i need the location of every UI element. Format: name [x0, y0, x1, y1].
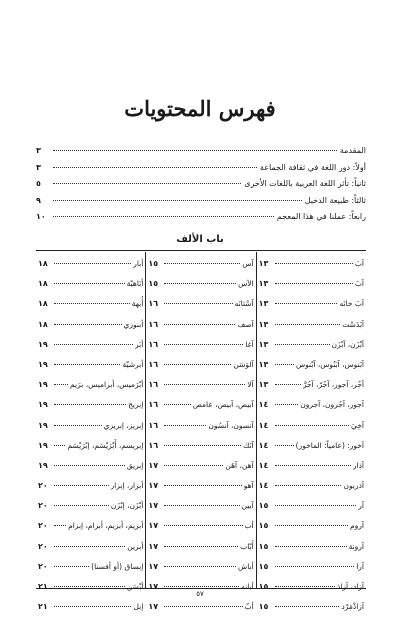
toc-entry-page: ٣: [36, 162, 41, 172]
index-entry-word: أبَاهيّة: [126, 279, 144, 289]
leader-dots: [275, 364, 294, 365]
leader-dots: [275, 404, 299, 405]
index-entry-word: آسْتانَه: [234, 299, 254, 309]
index-entry-page: ١٥: [148, 279, 159, 289]
index-entry-page: ١٧: [148, 582, 159, 591]
index-entry-word: آجُر، آجور، آجُرّ، آجُرَّ: [302, 380, 364, 390]
index-entry: [38, 557, 143, 577]
index-entry-word: آغا: [245, 339, 254, 349]
index-entry: [38, 516, 143, 536]
index-entry-word: أبْزَن، إبْزَن: [110, 501, 144, 511]
index-entry: [148, 516, 253, 536]
leader-dots: [164, 485, 241, 486]
index-entry-page: ١٥: [258, 501, 269, 511]
leader-dots: [53, 150, 337, 151]
index-entry-word: آلوَسَن: [233, 359, 254, 369]
index-entry: [259, 436, 364, 456]
index-entry-page: ١٧: [148, 541, 159, 551]
index-entry-word: آرا: [356, 561, 364, 571]
index-entry-page: ١٩: [38, 440, 48, 450]
index-entry: [259, 496, 364, 516]
toc-entry: [36, 163, 366, 180]
index-entry-word: آزاذْمَرْد: [341, 602, 364, 612]
toc-entry: [36, 146, 366, 163]
index-column-left: [36, 252, 146, 612]
index-entry-word: آنَك: [243, 440, 254, 450]
index-entry: [259, 395, 364, 415]
index-entry-page: ١٨: [38, 319, 48, 329]
index-entry-page: ١٣: [258, 299, 269, 309]
index-entry-word: أبار: [133, 259, 144, 268]
index-entry-word: أباش: [238, 561, 254, 571]
index-entry: [259, 416, 364, 436]
index-entry-page: ١٩: [38, 380, 48, 390]
index-entry: [148, 395, 253, 415]
index-entry: [259, 315, 364, 335]
index-entry-page: ٢١: [38, 582, 48, 591]
toc-entry-label: ثالثاً: طبيعة الدخيل: [304, 195, 366, 205]
index-column-right: [257, 252, 366, 612]
leader-dots: [275, 485, 342, 486]
index-entry-page: ٢٠: [38, 541, 48, 551]
index-entry-page: ١٥: [258, 582, 269, 591]
index-entry-page: ٢٠: [38, 501, 48, 511]
index-entry-page: ١٣: [258, 319, 269, 329]
index-entry: [259, 476, 364, 496]
index-entry-word: آبَ خانَه: [339, 299, 364, 309]
index-entry-page: ١٣: [258, 359, 269, 369]
leader-dots: [275, 263, 353, 264]
index-entry: [259, 597, 364, 617]
index-entry-word: إبريق: [126, 460, 144, 470]
leader-dots: [53, 167, 257, 168]
index-entry: [38, 436, 143, 456]
toc-entry-label: المقدمة: [339, 146, 366, 155]
index-entry-word: آبَ: [354, 259, 364, 268]
leader-dots: [275, 606, 340, 607]
index-entry-word: أبْرَميس، أبراميس، برَيم: [70, 380, 144, 390]
index-entry-word: آبَ: [354, 279, 364, 289]
index-entry-page: ١٥: [258, 561, 269, 571]
toc-entry-page: ٩: [36, 195, 41, 205]
index-entry-page: ١٤: [258, 440, 269, 450]
leader-dots: [53, 183, 241, 184]
leader-dots: [54, 263, 131, 264]
index-entry-page: ١٤: [258, 400, 269, 410]
index-entry-word: آر: [358, 501, 364, 511]
index-entry: [38, 294, 143, 314]
index-entry-page: ٢٠: [38, 561, 48, 571]
index-entry-page: ١٦: [148, 319, 159, 329]
toc-entry-page: ١٠: [36, 212, 46, 221]
index-entry-page: ١٥: [258, 541, 269, 551]
index-entry-page: ١٩: [38, 420, 48, 430]
index-entry-page: ١٧: [148, 460, 159, 470]
index-entry-page: ٢١: [38, 602, 48, 612]
intro-toc: [36, 146, 366, 229]
toc-entry: [36, 212, 366, 229]
leader-dots: [275, 425, 349, 426]
index-entry-word: آيين: [241, 501, 254, 511]
leader-dots: [164, 364, 231, 365]
index-entry-word: إبساق (أو أفسنا): [91, 561, 144, 571]
index-entry: [259, 355, 364, 375]
index-entry-word: أَبّاب: [240, 541, 254, 551]
leader-dots: [54, 344, 133, 345]
leader-dots: [275, 344, 330, 345]
index-entry-word: أبٌ: [244, 602, 254, 612]
leader-dots: [164, 465, 223, 466]
index-entry-page: ١٧: [148, 602, 159, 612]
leader-dots: [54, 384, 68, 385]
index-entry: [38, 456, 143, 476]
index-entry-word: إبريز، إبريزي: [103, 420, 144, 430]
leader-dots: [164, 303, 232, 304]
index-entry-page: ١٦: [148, 440, 159, 450]
leader-dots: [164, 324, 235, 325]
index-entry: [148, 416, 253, 436]
page-number: ٥٧: [196, 590, 204, 598]
leader-dots: [54, 404, 126, 405]
index-entry-word: أبانه: [241, 582, 254, 591]
index-entry: [259, 456, 364, 476]
index-entry-page: ١٦: [148, 380, 159, 390]
index-entry-word: إبريسم، أَبْرَيْسَم، إبْرَيْسَم: [67, 440, 144, 450]
index-entry-word: الآس: [238, 279, 254, 289]
leader-dots: [54, 283, 125, 284]
leader-dots: [164, 404, 191, 405]
leader-dots: [275, 465, 351, 466]
index-entry: [148, 496, 253, 516]
toc-entry-label: أولاً: دور اللغة في ثقافة الجماعة: [259, 162, 366, 172]
index-entry: [38, 254, 143, 274]
toc-entry-label: رابعاً: عملنا في هذا المعجم: [276, 212, 366, 221]
leader-dots: [164, 546, 238, 547]
index-entry-page: ١٣: [258, 339, 269, 349]
leader-dots: [164, 344, 243, 345]
index-entry-page: ١٤: [258, 481, 269, 491]
index-entry-page: ١٦: [148, 420, 159, 430]
index-entry: [148, 436, 253, 456]
index-entry-page: ١٨: [38, 299, 48, 309]
index-entry-page: ١٥: [148, 259, 159, 268]
index-entry-word: آذريون: [343, 481, 364, 491]
index-entry: [148, 557, 253, 577]
toc-entry-page: ٣: [36, 146, 41, 155]
index-entry: [38, 537, 143, 557]
leader-dots: [275, 546, 347, 547]
leader-dots: [275, 525, 348, 526]
toc-entry-label: ثانياً: تأثر اللغة العربية باللغات الأخرى: [244, 179, 366, 188]
index-entry-page: ١٣: [258, 380, 269, 390]
index-entry-word: آهن، آهَن: [225, 460, 254, 470]
top-rule: [36, 250, 366, 251]
leader-dots: [164, 425, 206, 426]
leader-dots: [54, 546, 125, 547]
leader-dots: [164, 606, 242, 607]
index-entry-word: آرونة: [348, 541, 364, 551]
toc-entry: [36, 179, 366, 196]
index-entry-page: ١٩: [38, 400, 48, 410]
index-entry-word: إبريج: [128, 400, 144, 410]
leader-dots: [54, 505, 109, 506]
index-entry-page: ١٦: [148, 400, 159, 410]
index-entry-page: ١٣: [258, 259, 269, 268]
index-entry-word: آخِيَ: [351, 420, 364, 430]
leader-dots: [54, 324, 122, 325]
index-entry-page: ١٩: [38, 339, 48, 349]
index-entry: [259, 375, 364, 395]
index-entry: [148, 537, 253, 557]
index-entry-page: ١٧: [148, 501, 159, 511]
index-entry-page: ١٤: [258, 420, 269, 430]
index-entry-word: آصف: [237, 319, 254, 329]
index-entry-page: ١٥: [258, 602, 269, 612]
index-entry: [38, 335, 143, 355]
index-entry-word: آبَنوس، آبَنُوس، آبْنوس: [295, 359, 364, 369]
index-entry-word: آنسون، آنسُون: [208, 420, 254, 430]
index-entry-word: آس: [242, 259, 254, 268]
index-entry: [148, 254, 253, 274]
index-entry: [148, 355, 253, 375]
index-entry-page: ٢٠: [38, 481, 48, 491]
index-entry: [148, 476, 253, 496]
index-entry-word: أبزيم، أبزيم، أبزام، إبزام: [68, 521, 144, 531]
index-entry-word: آهو: [243, 481, 254, 491]
index-entry-word: آبْزَن، آبْزَن: [331, 339, 364, 349]
index-entry-page: ١٧: [148, 521, 159, 531]
index-entry-word: آزاد، آزاذ: [336, 582, 364, 591]
leader-dots: [275, 586, 335, 587]
leader-dots: [275, 303, 338, 304]
index-entry-page: ١٨: [38, 259, 48, 268]
index-entry: [259, 557, 364, 577]
index-entry: [148, 597, 253, 617]
index-entry-word: أبرشيّة: [122, 359, 144, 369]
index-entry: [38, 274, 143, 294]
index-entry-word: آبيض، آبيص، عامص: [192, 400, 254, 410]
leader-dots: [54, 485, 108, 486]
leader-dots: [164, 283, 236, 284]
leader-dots: [275, 445, 294, 446]
index-entry: [38, 496, 143, 516]
index-entry-page: ١٦: [148, 339, 159, 349]
index-entry-page: ١٣: [258, 279, 269, 289]
leader-dots: [54, 586, 125, 587]
leader-dots: [164, 263, 240, 264]
toc-entry-page: ٥: [36, 179, 41, 188]
index-entry: [259, 537, 364, 557]
leader-dots: [53, 216, 274, 217]
index-entry: [38, 355, 143, 375]
index-entry-page: ١٤: [258, 460, 269, 470]
index-entry-word: أُبهة: [131, 299, 144, 309]
index-entry-page: ١٩: [38, 359, 48, 369]
leader-dots: [54, 303, 130, 304]
leader-dots: [164, 384, 245, 385]
index-entry-word: آذار: [352, 460, 364, 470]
index-entry-word: أب: [244, 521, 254, 531]
index-entry-page: ١٧: [148, 481, 159, 491]
leader-dots: [275, 566, 355, 567]
index-entry: [38, 416, 143, 436]
index-entry-page: ٢٠: [38, 521, 48, 531]
index-entry-word: أبنوزي: [123, 319, 144, 329]
index-entry-word: آجور، آجُرون، آجرون: [300, 400, 364, 410]
leader-dots: [275, 324, 341, 325]
index-entry-word: آروم: [350, 521, 364, 531]
leader-dots: [54, 566, 89, 567]
leader-dots: [54, 465, 125, 466]
index-entry-word: آبَدَسْت: [342, 319, 364, 329]
index-entry: [148, 315, 253, 335]
leader-dots: [54, 364, 120, 365]
index-entry: [259, 274, 364, 294]
index-entry-word: أبْسَن: [126, 582, 144, 591]
leader-dots: [164, 566, 236, 567]
index-entry-word: أبَر: [135, 339, 144, 349]
section-heading: باب الألف: [176, 234, 224, 245]
index-entry-page: ١٧: [148, 561, 159, 571]
index-entry-word: أبزار، إبزار: [110, 481, 144, 491]
leader-dots: [53, 200, 302, 201]
index-entry: [38, 476, 143, 496]
index-entry: [148, 274, 253, 294]
leader-dots: [164, 586, 239, 587]
index-entry: [38, 375, 143, 395]
index-entry: [38, 395, 143, 415]
index-entry-page: ١٩: [38, 460, 48, 470]
page-title: فهرس المحتويات: [124, 96, 276, 121]
leader-dots: [164, 445, 241, 446]
index-entry: [259, 516, 364, 536]
toc-entry: [36, 196, 366, 213]
leader-dots: [54, 525, 66, 526]
index-entry-page: ١٨: [38, 279, 48, 289]
index-entry-page: ١٥: [258, 521, 269, 531]
index-entry: [38, 315, 143, 335]
leader-dots: [54, 425, 102, 426]
index-entry: [259, 335, 364, 355]
index-entry: [259, 254, 364, 274]
leader-dots: [54, 445, 65, 446]
index-entry: [148, 294, 253, 314]
leader-dots: [275, 384, 301, 385]
index-entry: [148, 456, 253, 476]
index-entry-page: ١٦: [148, 359, 159, 369]
index-entry-word: أبزين: [127, 541, 144, 551]
index-entry: [148, 375, 253, 395]
leader-dots: [54, 606, 131, 607]
leader-dots: [275, 283, 353, 284]
index-entry-word: إبل: [133, 602, 144, 612]
leader-dots: [164, 505, 239, 506]
bottom-rule: [36, 588, 366, 589]
index-entry-page: ١٦: [148, 299, 159, 309]
index-entry: [259, 294, 364, 314]
index-entry-word: آلا: [247, 380, 254, 390]
index-entry: [148, 335, 253, 355]
leader-dots: [275, 505, 357, 506]
index-entry-word: آخور: (عامياً: الماخور): [295, 440, 364, 450]
index-entry: [38, 597, 143, 617]
leader-dots: [164, 525, 242, 526]
